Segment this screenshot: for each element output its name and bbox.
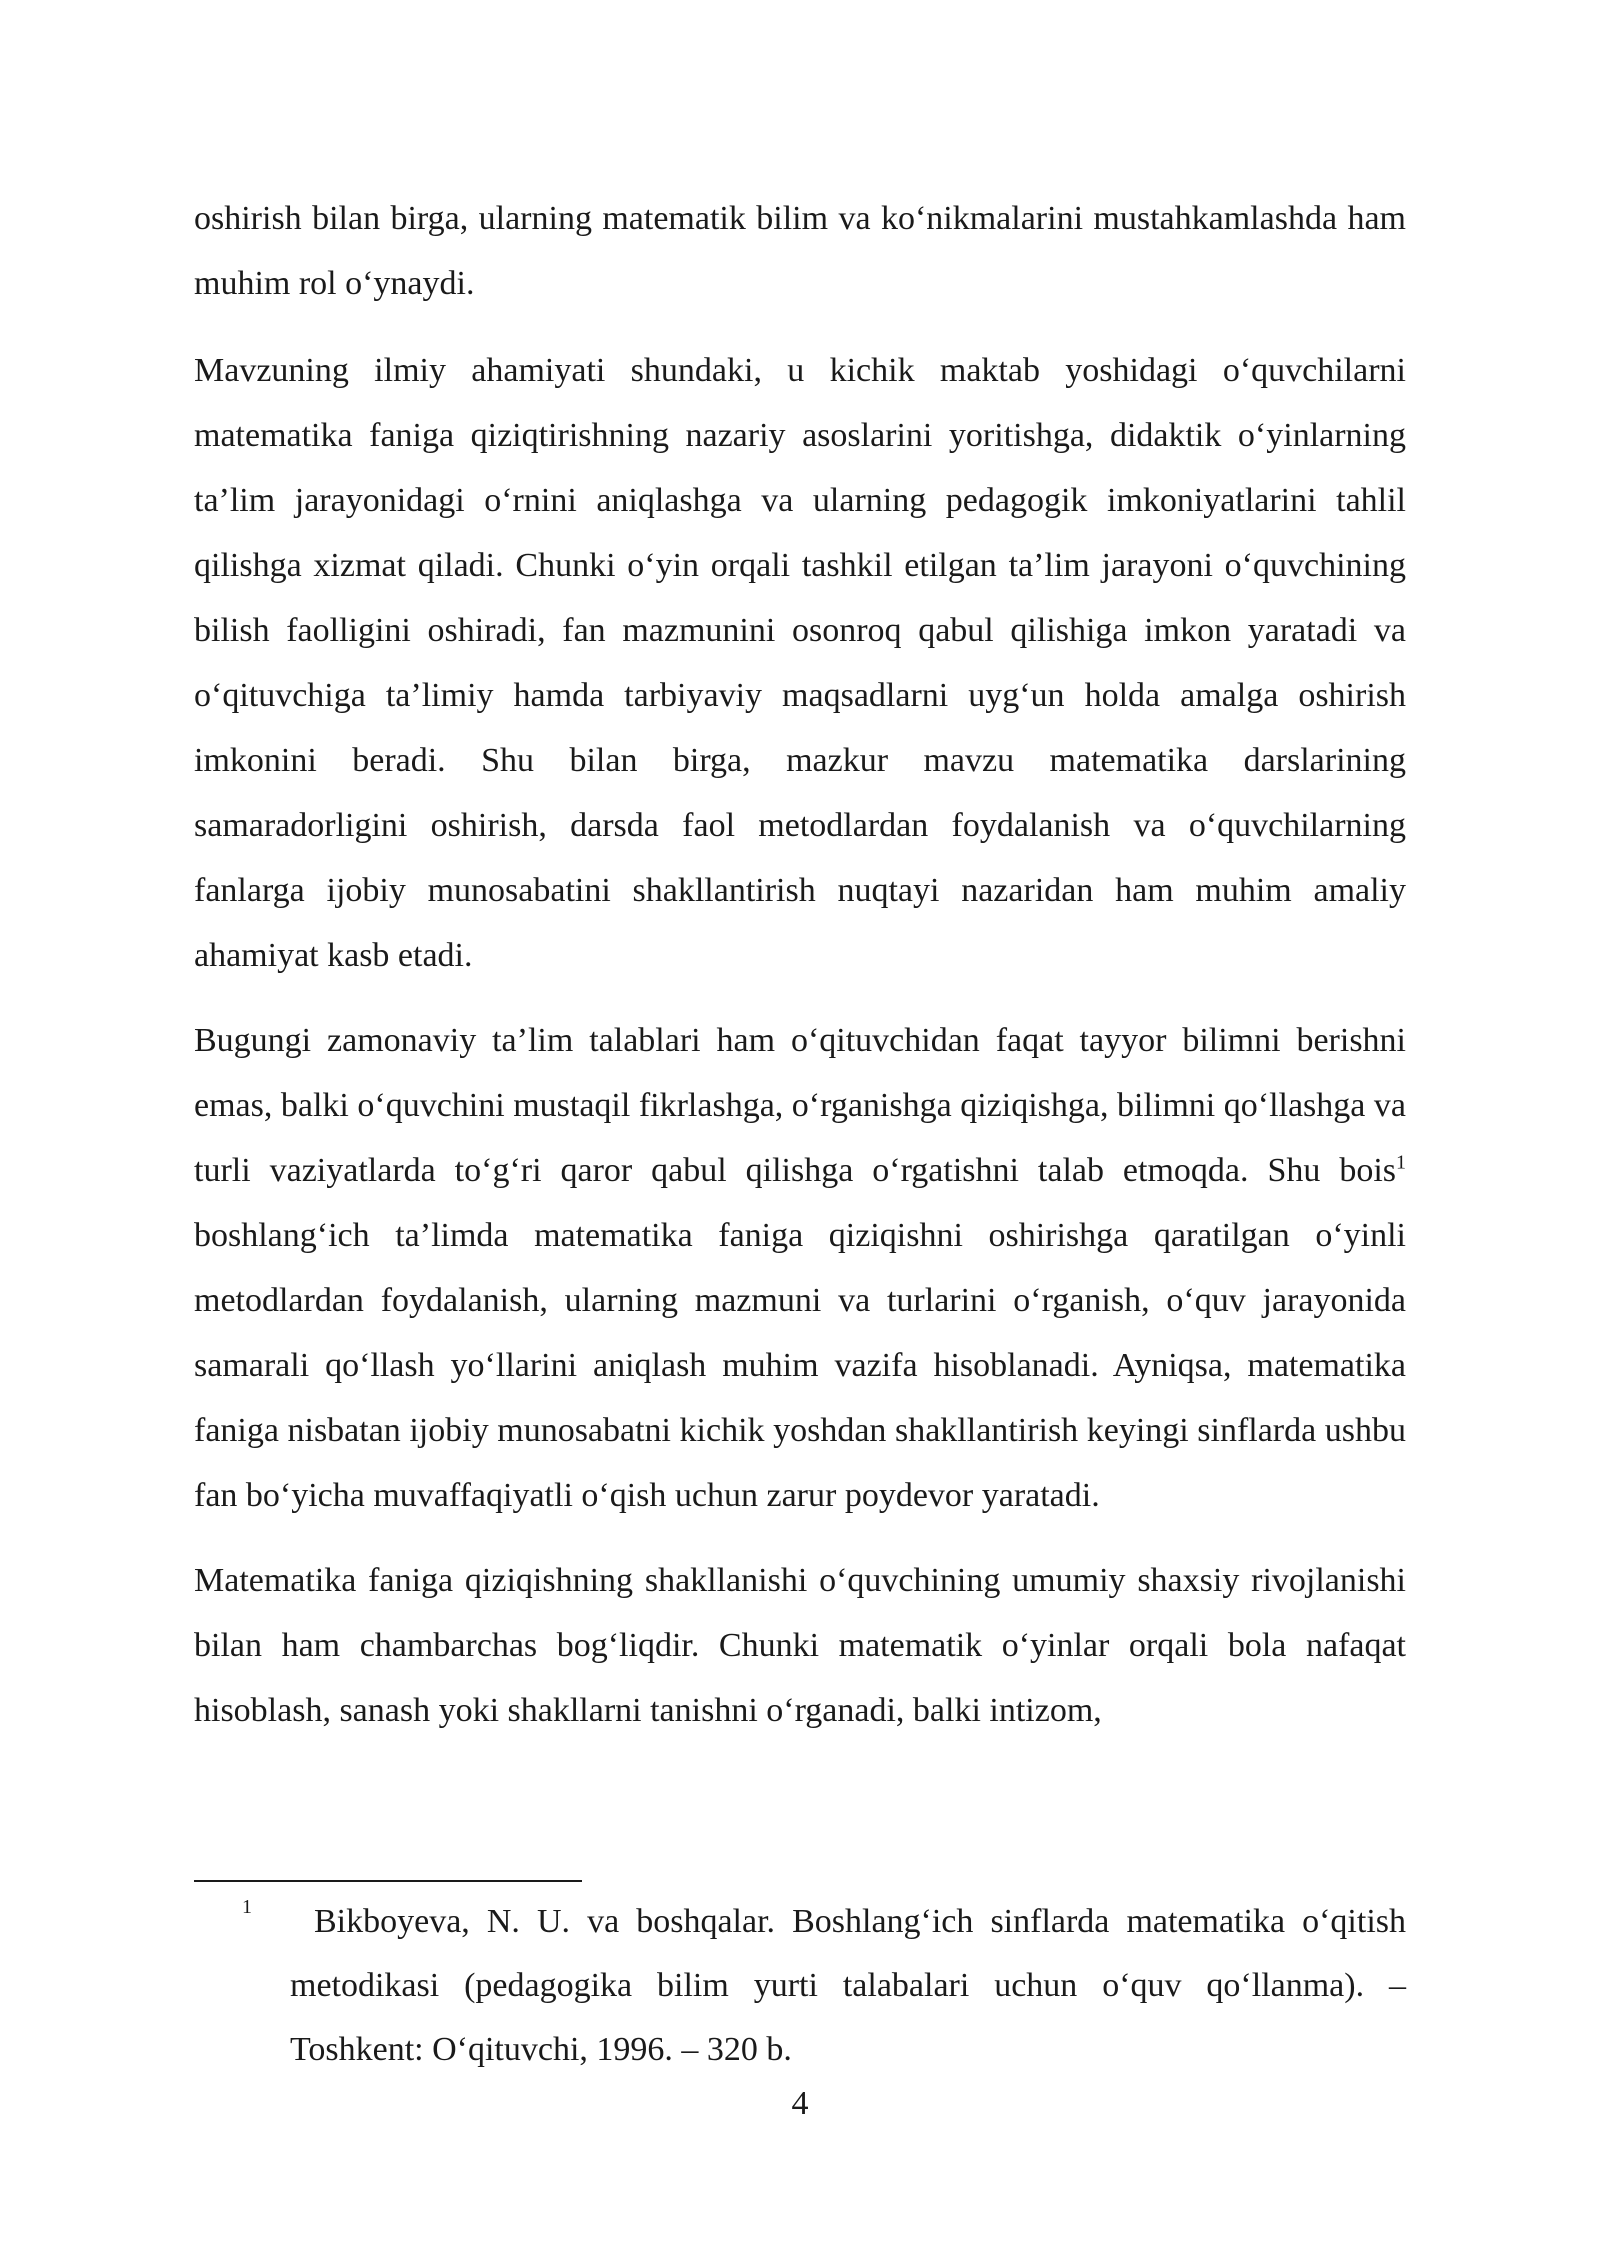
page-number: 4 <box>791 2085 809 2122</box>
paragraph-continuation: oshirish bilan birga, ularning matematik bilim va ko‘nikmalarini mustahkamlashda ham muhim rol o‘ynaydi. <box>194 200 1406 302</box>
footnote-text: Bikboyeva, N. U. va boshqalar. Boshlang‘ich sinflarda matematika o‘qitish metodikasi (pedagogika bilim yurti talabalari uchun o‘quv qo‘llanma). – Toshkent: O‘qituvchi, 1996. – 320 b. <box>290 1903 1406 2068</box>
paragraph-interest-development: Matematika faniga qiziqishning shakllanishi o‘quvchining umumiy shaxsiy rivojlanishi bilan ham chambarchas bog‘liqdir. Chunki matematik o‘yinlar orqali bola nafaqat hisoblash, sanash yoki shakllarni tanishni o‘rganadi, balki intizom, <box>194 1562 1406 1729</box>
footnote-reference[interactable]: 1 <box>1396 1151 1406 1174</box>
paragraph-scientific-significance: Mavzuning ilmiy ahamiyati shundaki, u kichik maktab yoshidagi o‘quvchilarni matematika faniga qiziqtirishning nazariy asoslarini yoritishga, didaktik o‘yinlarning ta’lim jarayonidagi o‘rnini aniqlashga va ularning pedagogik imkoniyatlarini tahlil qilishga xizmat qiladi. Chunki o‘yin orqali tashkil etilgan ta’lim jarayoni o‘quvchining bilish faolligini oshiradi, fan mazmunini osonroq qabul qilishiga imkon yaratadi va o‘qituvchiga ta’limiy hamda tarbiyaviy maqsadlarni uyg‘un holda amalga oshirish imkonini beradi. Shu bilan birga, mazkur mavzu matematika darslarining samaradorligini oshirish, darsda faol metodlardan foydalanish va o‘quvchilarning fanlarga ijobiy munosabatini shakllantirish nuqtayi nazaridan ham muhim amaliy ahamiyat kasb etadi. <box>194 352 1406 974</box>
paragraph-text-after-reference: boshlang‘ich ta’limda matematika faniga qiziqishni oshirishga qaratilgan o‘yinli metodlardan foydalanish, ularning mazmuni va turlarini o‘rganish, o‘quv jarayonida samarali qo‘llash yo‘llarini aniqlash muhim vazifa hisoblanadi. Ayniqsa, matematika faniga nisbatan ijobiy munosabatni kichik yoshdan shakllantirish keyingi sinflarda ushbu fan bo‘yicha muvaffaqiyatli o‘qish uchun zarur poydevor yaratadi. <box>194 1217 1406 1514</box>
footnote <box>194 1890 1406 2082</box>
paragraph-modern-requirements <box>194 1008 1406 1528</box>
paragraph-text-before-reference: Bugungi zamonaviy ta’lim talablari ham o‘qituvchidan faqat tayyor bilimni berishni emas, balki o‘quvchini mustaqil fikrlashga, o‘rganishga qiziqishga, bilimni qo‘llashga va turli vaziyatlarda to‘g‘ri qaror qabul qilishga o‘rgatishni talab etmoqda. Shu bois <box>194 1022 1406 1189</box>
footnote-marker: 1 <box>242 1896 252 1918</box>
body-text <box>194 186 1406 1763</box>
footnote-separator <box>194 1880 582 1882</box>
